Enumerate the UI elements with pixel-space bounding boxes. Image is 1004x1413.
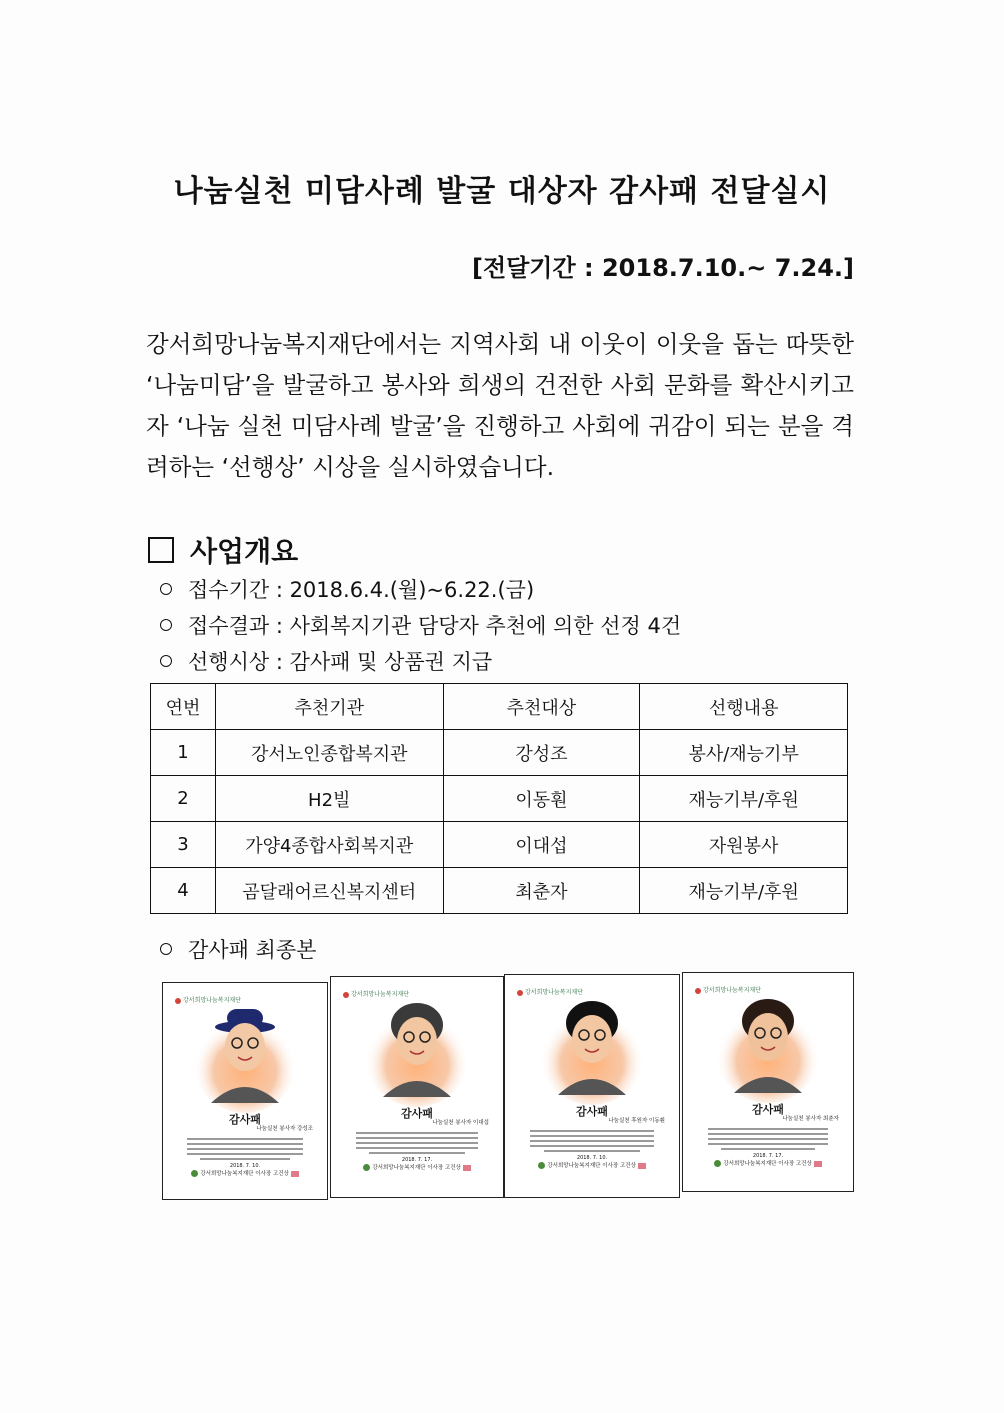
plaque-image xyxy=(682,972,854,1192)
plaque-subtitle: 나눔실천 봉사자 최춘자 xyxy=(782,1116,839,1122)
foundation-logo: 강서희망나눔복지재단 xyxy=(695,985,761,994)
circle-bullet-icon xyxy=(160,619,172,631)
plaque-title: 감사패 xyxy=(752,1103,784,1116)
circle-bullet-icon xyxy=(160,583,172,595)
caricature-illustration xyxy=(505,975,679,1105)
plaque-body-text xyxy=(701,1125,835,1153)
plaque-image xyxy=(504,974,680,1198)
list-item: 선행시상 : 감사패 및 상품권 지급 xyxy=(160,644,681,680)
circle-bullet-icon xyxy=(160,943,172,955)
page-title: 나눔실천 미담사례 발굴 대상자 감사패 전달실시 xyxy=(173,174,831,209)
plaque-subtitle: 나눔실천 봉사자 강성조 xyxy=(256,1126,313,1132)
overview-list xyxy=(160,572,681,680)
header-number: 연번 xyxy=(151,684,216,730)
plaque-footer: 강서희망나눔복지재단 이사장 고건상 xyxy=(331,1163,503,1171)
plaque-footer: 강서희망나눔복지재단 이사장 고건상 xyxy=(505,1161,679,1169)
table-row: 1 강서노인종합복지관 강성조 봉사/재능기부 xyxy=(151,730,848,776)
foundation-logo: 강서희망나눔복지재단 xyxy=(175,995,241,1004)
face-shape xyxy=(225,1023,265,1071)
plaque-date: 2018. 7. 17. xyxy=(752,1153,784,1159)
plaque-body-text xyxy=(523,1127,661,1155)
table-row: 2 H2빌 이동훤 재능기부/후원 xyxy=(151,776,848,822)
plaque-title: 감사패 xyxy=(401,1107,433,1120)
caricature-illustration xyxy=(163,983,327,1113)
plaque-footer: 강서희망나눔복지재단 이사장 고건상 xyxy=(683,1159,853,1167)
list-item: 접수기간 : 2018.6.4.(월)~6.22.(금) xyxy=(160,572,681,608)
list-item: 접수결과 : 사회복지기관 담당자 추천에 의한 선정 4건 xyxy=(160,608,681,644)
table-row: 4 곰달래어르신복지센터 최춘자 재능기부/후원 xyxy=(151,868,848,914)
caricature-illustration xyxy=(683,973,853,1103)
plaque-date: 2018. 7. 10. xyxy=(229,1163,261,1169)
plaque-body-text xyxy=(181,1135,309,1163)
section-heading xyxy=(148,530,298,570)
plaque-image xyxy=(330,976,504,1198)
plaque-footer: 강서희망나눔복지재단 이사장 고건상 xyxy=(163,1169,327,1177)
plaque-body-text xyxy=(349,1129,485,1157)
plaque-date: 2018. 7. 10. xyxy=(576,1155,608,1161)
foundation-logo: 강서희망나눔복지재단 xyxy=(517,987,583,996)
table-row: 3 가양4종합사회복지관 이대섭 자원봉사 xyxy=(151,822,848,868)
section-title: 사업개요 xyxy=(190,535,299,568)
delivery-period: [전달기간 : 2018.7.10.~ 7.24.] xyxy=(471,254,854,282)
plaque-gallery xyxy=(152,972,852,1198)
table-header-row xyxy=(151,684,848,730)
recommendation-table xyxy=(150,683,848,914)
caricature-illustration xyxy=(331,977,503,1107)
final-plaque-heading: 감사패 최종본 xyxy=(160,932,316,968)
face-shape xyxy=(748,1013,788,1061)
face-shape xyxy=(572,1015,612,1063)
plaque-date: 2018. 7. 17. xyxy=(401,1157,433,1163)
checkbox-icon xyxy=(148,537,174,563)
plaque-subtitle: 나눔실천 봉사자 이대섭 xyxy=(432,1120,489,1126)
plaque-subtitle: 나눔실천 후원자 이동훤 xyxy=(608,1118,665,1124)
foundation-logo: 강서희망나눔복지재단 xyxy=(343,989,409,998)
header-deed: 선행내용 xyxy=(640,684,848,730)
circle-bullet-icon xyxy=(160,655,172,667)
plaque-title: 감사패 xyxy=(576,1105,608,1118)
plaque-title: 감사패 xyxy=(229,1113,261,1126)
header-agency: 추천기관 xyxy=(215,684,443,730)
face-shape xyxy=(397,1017,437,1065)
intro-paragraph: 강서희망나눔복지재단에서는 지역사회 내 이웃이 이웃을 돕는 따뜻한 ‘나눔미담’을 발굴하고 봉사와 희생의 건전한 사회 문화를 확산시키고자 ‘나눔 실천 미담사례 발굴’을 진행하고 사회에 귀감이 되는 분을 격려하는 ‘선행상’ 시상을 실시하였습니다. xyxy=(146,330,854,481)
header-nominee: 추천대상 xyxy=(443,684,640,730)
plaque-image xyxy=(162,982,328,1200)
